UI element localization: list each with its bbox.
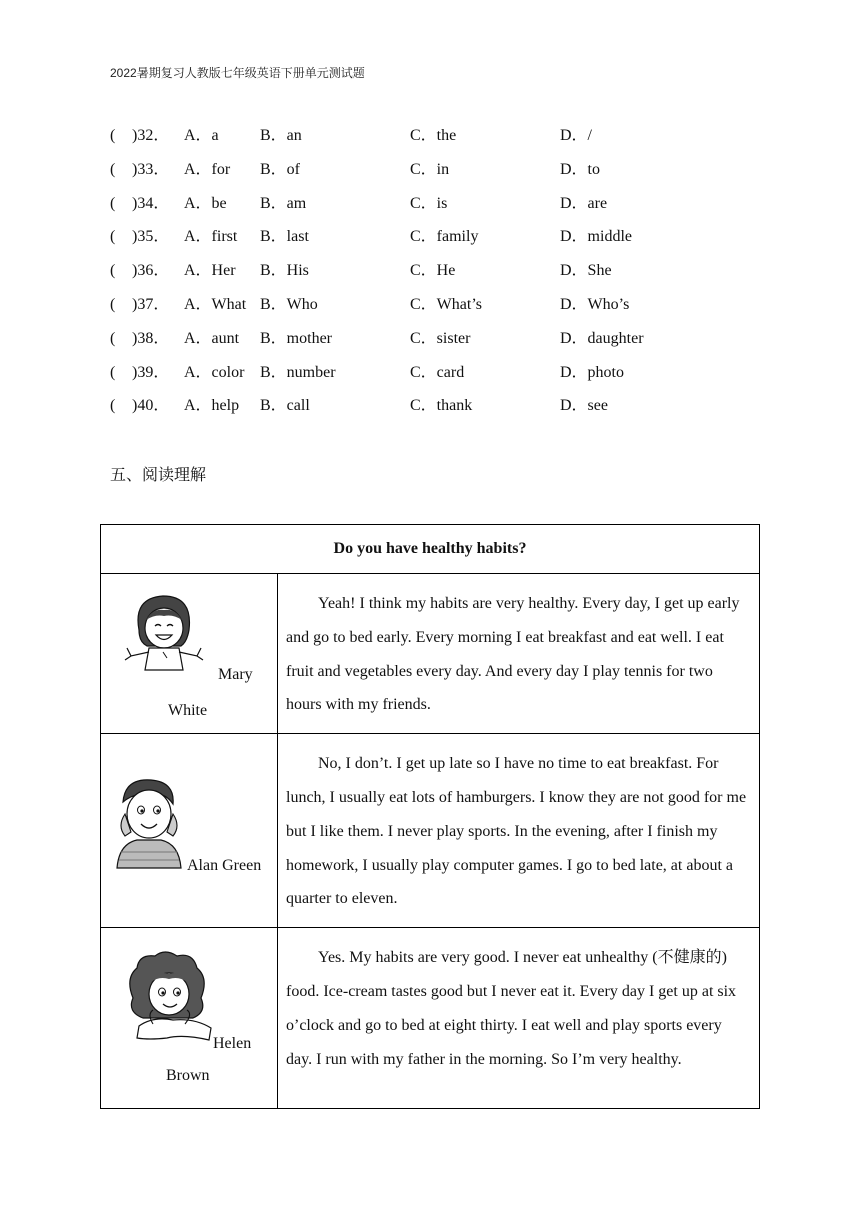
option-c: C．card [410, 363, 465, 381]
option-c: C．in [410, 160, 450, 178]
option-d: D．daughter [560, 329, 644, 347]
page-header: 2022暑期复习人教版七年级英语下册单元测试题 [110, 66, 365, 80]
table-row [101, 574, 760, 734]
question-number: )36． [132, 262, 170, 280]
option-c: C．the [410, 127, 457, 144]
question-number: )39． [132, 363, 170, 381]
question-number: )34． [132, 194, 170, 212]
option-b: B．an [260, 127, 302, 144]
option-a: A．color [184, 363, 245, 381]
option-c: C．is [410, 194, 448, 212]
question-number: )37． [132, 295, 170, 313]
option-b: B．of [260, 160, 301, 178]
person-text-cell [278, 928, 760, 1109]
option-d: D．middle [560, 228, 632, 246]
answer-paren: ( [110, 329, 116, 347]
section-title: 五、阅读理解 [110, 465, 207, 484]
option-b: B．number [260, 363, 336, 381]
option-a: A．help [184, 397, 240, 415]
option-a: A．Her [184, 262, 236, 280]
answer-paren: ( [110, 194, 116, 212]
question-list [110, 124, 750, 428]
option-c: C．He [410, 262, 456, 280]
option-a: A．a [184, 127, 219, 144]
person-cell-helen [101, 928, 278, 1109]
table-row [101, 928, 760, 1109]
option-b: B．His [260, 262, 309, 280]
question-row-33 [110, 158, 750, 192]
answer-paren: ( [110, 160, 116, 178]
person-name-last: Brown [166, 1067, 210, 1085]
option-d: D．photo [560, 363, 625, 381]
option-a: A．aunt [184, 329, 240, 347]
question-row-36 [110, 259, 750, 293]
girl-cartoon-icon [123, 590, 205, 676]
answer-paren: ( [110, 295, 116, 313]
question-row-40 [110, 394, 750, 428]
option-c: C．sister [410, 329, 471, 347]
option-c: C．family [410, 228, 479, 246]
reading-table [100, 524, 760, 1109]
question-number: )33． [132, 160, 170, 178]
table-row [101, 734, 760, 928]
question-row-37 [110, 293, 750, 327]
question-number: )40． [132, 397, 170, 415]
question-row-39 [110, 361, 750, 395]
option-d: D．Who’s [560, 295, 630, 313]
option-c: C．What’s [410, 295, 482, 313]
person-name: Alan Green [187, 857, 262, 875]
person-statement: No, I don’t. I get up late so I have no time to eat breakfast. For lunch, I usually eat lots of hamburgers. I know they are not good for me but I like them. I never play sports. In the evening, after I finish my homework, I usually play computer games. I go to bed late, at about a quarter to eleven. [286, 755, 747, 908]
table-header-row [101, 525, 760, 574]
question-row-38 [110, 327, 750, 361]
question-number: )32． [132, 127, 170, 144]
option-b: B．last [260, 228, 309, 246]
curly-haired-girl-cartoon-icon [123, 948, 215, 1048]
option-d: D．are [560, 194, 608, 212]
answer-paren: ( [110, 262, 116, 280]
person-name-last: White [168, 702, 208, 719]
boy-cartoon-icon [111, 774, 187, 870]
answer-paren: ( [110, 363, 116, 381]
person-text-cell [278, 574, 760, 734]
answer-paren: ( [110, 228, 116, 246]
person-name-first: Mary [218, 666, 253, 683]
person-statement: Yes. My habits are very good. I never eat unhealthy (不健康的) food. Ice-cream tastes good but I never eat it. Every day I get up at six o’clock and go to bed at eight thirty. I eat well and play sports every day. I run with my father in the morning. So I’m very healthy. [286, 949, 737, 1068]
person-statement: Yeah! I think my habits are very healthy. Every day, I get up early and go to bed early. Every morning I eat breakfast and eat well. I eat fruit and vegetables every day. And every day I play tennis for two hours with my friends. [286, 595, 740, 714]
answer-paren: ( [110, 127, 116, 144]
option-a: A．be [184, 194, 227, 212]
option-b: B．am [260, 194, 307, 212]
answer-paren: ( [110, 397, 116, 415]
person-cell-alan [101, 734, 278, 928]
question-number: )38． [132, 329, 170, 347]
question-number: )35． [132, 228, 170, 246]
person-cell-mary [101, 574, 278, 734]
person-name-first: Helen [213, 1035, 252, 1053]
option-d: D．to [560, 160, 601, 178]
question-row-34 [110, 192, 750, 226]
option-c: C．thank [410, 397, 473, 415]
table-title: Do you have healthy habits? [101, 525, 760, 574]
option-b: B．mother [260, 329, 332, 347]
option-d: D．She [560, 262, 612, 280]
option-b: B．call [260, 397, 310, 415]
option-d: D．see [560, 397, 608, 415]
person-text-cell [278, 734, 760, 928]
question-row-35 [110, 225, 750, 259]
option-b: B．Who [260, 295, 318, 313]
question-row-32 [110, 124, 750, 158]
option-a: A．for [184, 160, 231, 178]
option-a: A．first [184, 228, 238, 246]
option-a: A．What [184, 295, 247, 313]
option-d: D．/ [560, 127, 593, 144]
